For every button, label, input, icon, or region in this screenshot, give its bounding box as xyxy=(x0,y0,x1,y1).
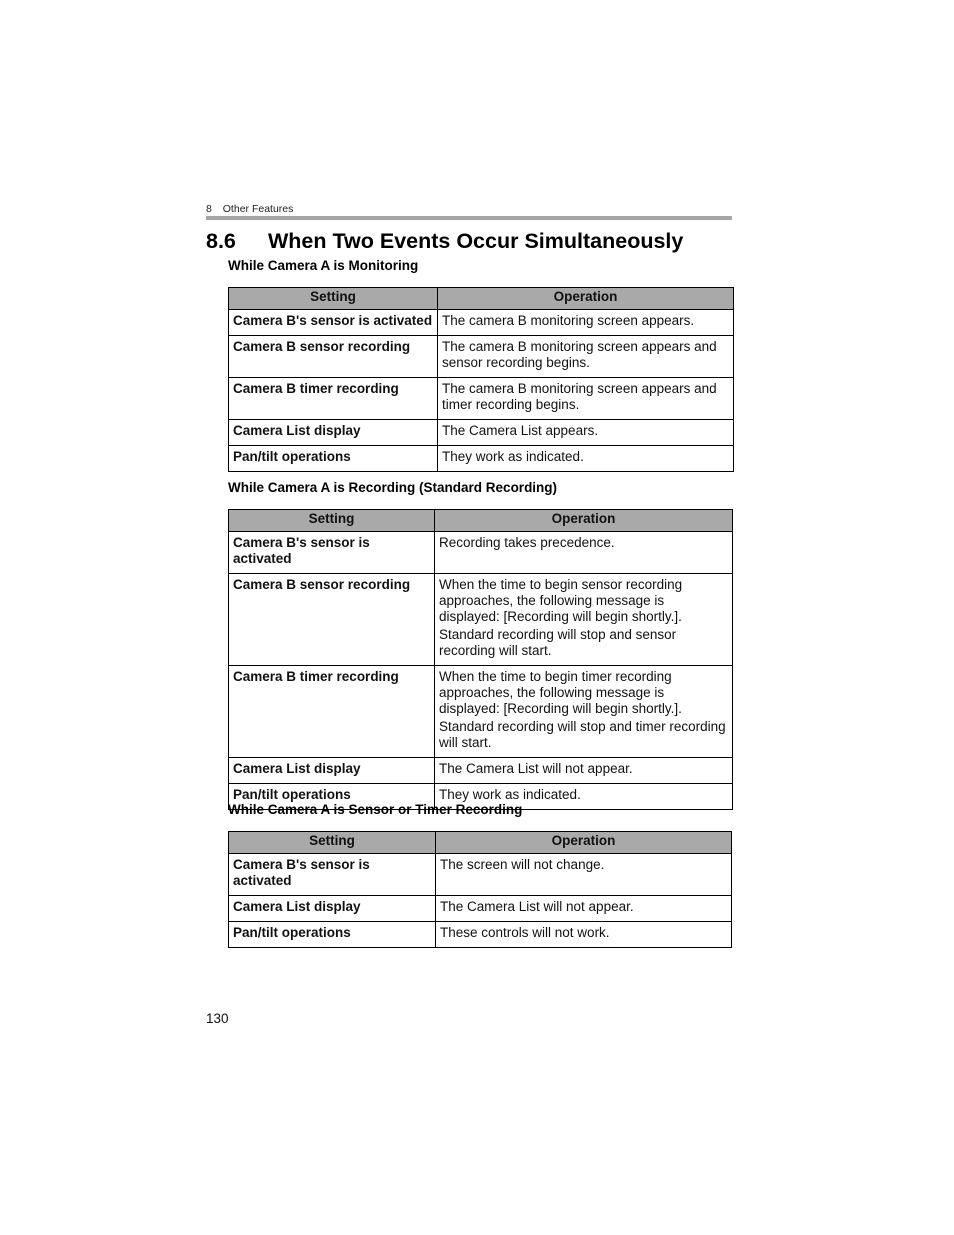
setting-cell: Pan/tilt operations xyxy=(229,446,438,472)
setting-cell: Camera B's sensor is activated xyxy=(229,310,438,336)
table-row xyxy=(229,574,733,666)
operation-text: Standard recording will stop and sensor recording will start. xyxy=(439,627,677,658)
setting-cell: Camera List display xyxy=(229,896,436,922)
operation-cell xyxy=(438,420,734,446)
monitoring-table xyxy=(228,287,734,472)
table-row xyxy=(229,532,733,574)
column-header-setting: Setting xyxy=(229,288,438,310)
operation-text: These controls will not work. xyxy=(440,925,610,940)
setting-cell: Camera List display xyxy=(229,420,438,446)
operation-cell xyxy=(438,310,734,336)
sensor-timer-recording-table xyxy=(228,831,732,948)
operation-text: The camera B monitoring screen appears and sensor recording begins. xyxy=(442,339,717,370)
operation-text: They work as indicated. xyxy=(439,787,581,802)
table-row xyxy=(229,310,734,336)
table-header-row xyxy=(229,510,733,532)
setting-cell: Camera B sensor recording xyxy=(229,574,435,666)
operation-text: The Camera List will not appear. xyxy=(440,899,634,914)
operation-cell xyxy=(435,666,733,758)
operation-text: The camera B monitoring screen appears and timer recording begins. xyxy=(442,381,717,412)
operation-text: Recording takes precedence. xyxy=(439,535,615,550)
operation-cell xyxy=(435,758,733,784)
table-row xyxy=(229,896,732,922)
operation-text: The Camera List appears. xyxy=(442,423,599,438)
running-header xyxy=(206,203,293,215)
operation-text: The camera B monitoring screen appears. xyxy=(442,313,695,328)
table-row xyxy=(229,922,732,948)
operation-text: When the time to begin timer recording approaches, the following message is displayed: [Recording will begin shortly.]. xyxy=(439,669,682,716)
operation-cell xyxy=(435,574,733,666)
table-heading-standard-recording: While Camera A is Recording (Standard Recording) xyxy=(228,480,558,495)
chapter-title: Other Features xyxy=(222,203,294,215)
section-number: 8.6 xyxy=(206,229,236,253)
setting-cell: Camera B sensor recording xyxy=(229,336,438,378)
column-header-setting: Setting xyxy=(229,510,435,532)
chapter-number: 8 xyxy=(206,203,212,215)
operation-text: Standard recording will stop and timer recording will start. xyxy=(439,719,726,750)
operation-cell xyxy=(438,378,734,420)
table-row xyxy=(229,336,734,378)
operation-cell xyxy=(436,896,732,922)
table-heading-sensor-timer-recording: While Camera A is Sensor or Timer Recording xyxy=(228,802,523,817)
setting-cell: Pan/tilt operations xyxy=(229,784,435,810)
setting-cell: Camera B timer recording xyxy=(229,666,435,758)
table-row xyxy=(229,666,733,758)
section-title-text: When Two Events Occur Simultaneously xyxy=(268,229,684,253)
section-title xyxy=(206,229,683,254)
column-header-operation: Operation xyxy=(438,288,734,310)
operation-text: They work as indicated. xyxy=(442,449,584,464)
column-header-setting: Setting xyxy=(229,832,436,854)
setting-cell: Pan/tilt operations xyxy=(229,922,436,948)
table-row xyxy=(229,854,732,896)
operation-text: The Camera List will not appear. xyxy=(439,761,633,776)
setting-cell: Camera List display xyxy=(229,758,435,784)
table-header-row xyxy=(229,288,734,310)
table-row xyxy=(229,378,734,420)
setting-cell: Camera B timer recording xyxy=(229,378,438,420)
operation-cell xyxy=(436,854,732,896)
operation-text: When the time to begin sensor recording approaches, the following message is displayed: [Recording will begin shortly.]. xyxy=(439,577,683,624)
operation-cell xyxy=(438,446,734,472)
operation-cell xyxy=(435,532,733,574)
setting-cell: Camera B's sensor is activated xyxy=(229,532,435,574)
table-header-row xyxy=(229,832,732,854)
setting-cell: Camera B's sensor is activated xyxy=(229,854,436,896)
column-header-operation: Operation xyxy=(435,510,733,532)
standard-recording-table xyxy=(228,509,733,810)
header-rule xyxy=(206,216,732,220)
table-heading-monitoring: While Camera A is Monitoring xyxy=(228,258,419,273)
table-row xyxy=(229,420,734,446)
operation-cell xyxy=(438,336,734,378)
operation-cell xyxy=(436,922,732,948)
table-row xyxy=(229,758,733,784)
page-number: 130 xyxy=(206,1011,229,1026)
table-row xyxy=(229,446,734,472)
column-header-operation: Operation xyxy=(436,832,732,854)
operation-text: The screen will not change. xyxy=(440,857,605,872)
